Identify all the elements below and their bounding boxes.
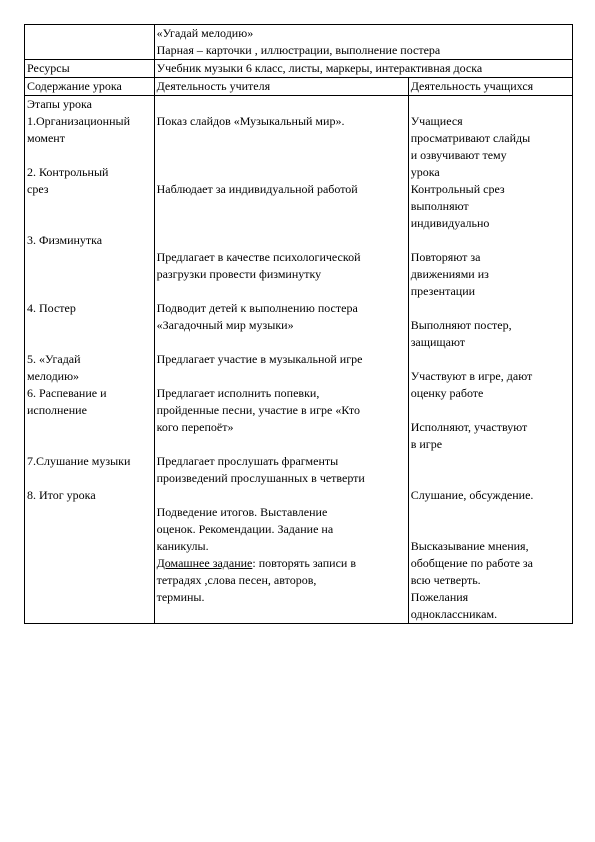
stages-row — [25, 96, 573, 624]
student-8-line4: Пожелания — [410, 590, 469, 604]
header-row — [25, 78, 573, 96]
student-8-line2: обобщение по работе за — [410, 556, 533, 570]
stage-1-line2: момент — [27, 131, 65, 145]
homework-line2: тетрадях ,слова песен, авторов, — [156, 573, 317, 587]
teacher-5: Предлагает участие в музыкальной игре — [156, 352, 363, 366]
header-teacher: Деятельность учителя — [154, 78, 408, 96]
stage-2-line1: 2. Контрольный — [27, 165, 109, 179]
header-students: Деятельность учащихся — [408, 78, 572, 96]
topic-title: «Угадай мелодию» — [156, 26, 254, 40]
student-4-line2: защищают — [410, 335, 466, 349]
student-3-line1: Повторяют за — [410, 250, 481, 264]
teacher-3-line1: Предлагает в качестве психологической — [156, 250, 361, 264]
teacher-6-line1: Предлагает исполнить попевки, — [156, 386, 320, 400]
student-3-line3: презентации — [410, 284, 476, 298]
teacher-4-line1: Подводит детей к выполнению постера — [156, 301, 358, 315]
stage-4: 4. Постер — [27, 301, 76, 315]
stages-title: Этапы урока — [27, 97, 92, 111]
student-8-line3: всю четверть. — [410, 573, 481, 587]
student-1-line3: и озвучивают тему — [410, 148, 507, 162]
stage-2-line2: срез — [27, 182, 49, 196]
student-3-line2: движениями из — [410, 267, 489, 281]
teacher-1: Показ слайдов «Музыкальный мир». — [156, 114, 345, 128]
stage-6-line1: 6. Распевание и — [27, 386, 107, 400]
student-2-line3: индивидуально — [410, 216, 490, 230]
student-4-line1: Выполняют постер, — [410, 318, 512, 332]
student-5-line2: оценку работе — [410, 386, 484, 400]
lesson-plan-table — [24, 24, 573, 624]
teacher-8-line3: каникулы. — [156, 539, 209, 553]
homework-line — [157, 555, 406, 572]
resources-row — [25, 60, 573, 78]
topic-row — [25, 25, 573, 60]
teacher-7-line1: Предлагает прослушать фрагменты — [156, 454, 339, 468]
teacher-6-line2: пройденные песни, участие в игре «Кто — [156, 403, 360, 417]
student-2-line2: выполняют — [410, 199, 469, 213]
teacher-8-line2: оценок. Рекомендации. Задание на — [156, 522, 334, 536]
homework-line3: термины. — [156, 590, 205, 604]
stage-8: 8. Итог урока — [27, 488, 96, 502]
student-6-line2: в игре — [410, 437, 443, 451]
resources-label: Ресурсы — [25, 60, 155, 78]
homework-label: Домашнее задание — [156, 556, 253, 570]
teacher-6-line3: кого перепоёт» — [156, 420, 234, 434]
stage-5-line1: 5. «Угадай — [27, 352, 81, 366]
stage-3: 3. Физминутка — [27, 233, 103, 247]
student-7: Слушание, обсуждение. — [410, 488, 534, 502]
teacher-cell — [154, 96, 408, 624]
resources-value: Учебник музыки 6 класс, листы, маркеры, интерактивная доска — [154, 60, 572, 78]
teacher-3-line2: разгрузки провести физминутку — [156, 267, 322, 281]
stage-7: 7.Слушание музыки — [27, 454, 131, 468]
student-8-line5: одноклассникам. — [410, 607, 498, 621]
teacher-8-line1: Подведение итогов. Выставление — [156, 505, 328, 519]
student-2-line1: Контрольный срез — [410, 182, 505, 196]
teacher-7-line2: произведений прослушанных в четверти — [156, 471, 365, 485]
topic-empty-cell — [25, 25, 155, 60]
student-8-line1: Высказывание мнения, — [410, 539, 529, 553]
stage-1-line1: 1.Организационный — [27, 114, 130, 128]
header-content: Содержание урока — [25, 78, 155, 96]
student-6-line1: Исполняют, участвуют — [410, 420, 528, 434]
student-5-line1: Участвуют в игре, дают — [410, 369, 533, 383]
teacher-2: Наблюдает за индивидуальной работой — [156, 182, 358, 196]
topic-cell — [154, 25, 572, 60]
teacher-4-line2: «Загадочный мир музыки» — [156, 318, 294, 332]
stage-5-line2: мелодию» — [27, 369, 80, 383]
student-1-line4: урока — [410, 165, 440, 179]
stage-6-line2: исполнение — [27, 403, 87, 417]
work-forms: Парная – карточки , иллюстрации, выполнение постера — [156, 43, 441, 57]
homework-text: : повторять записи в — [252, 556, 356, 570]
stages-cell — [25, 96, 155, 624]
students-cell — [408, 96, 572, 624]
student-1-line2: просматривают слайды — [410, 131, 531, 145]
student-1-line1: Учащиеся — [410, 114, 463, 128]
